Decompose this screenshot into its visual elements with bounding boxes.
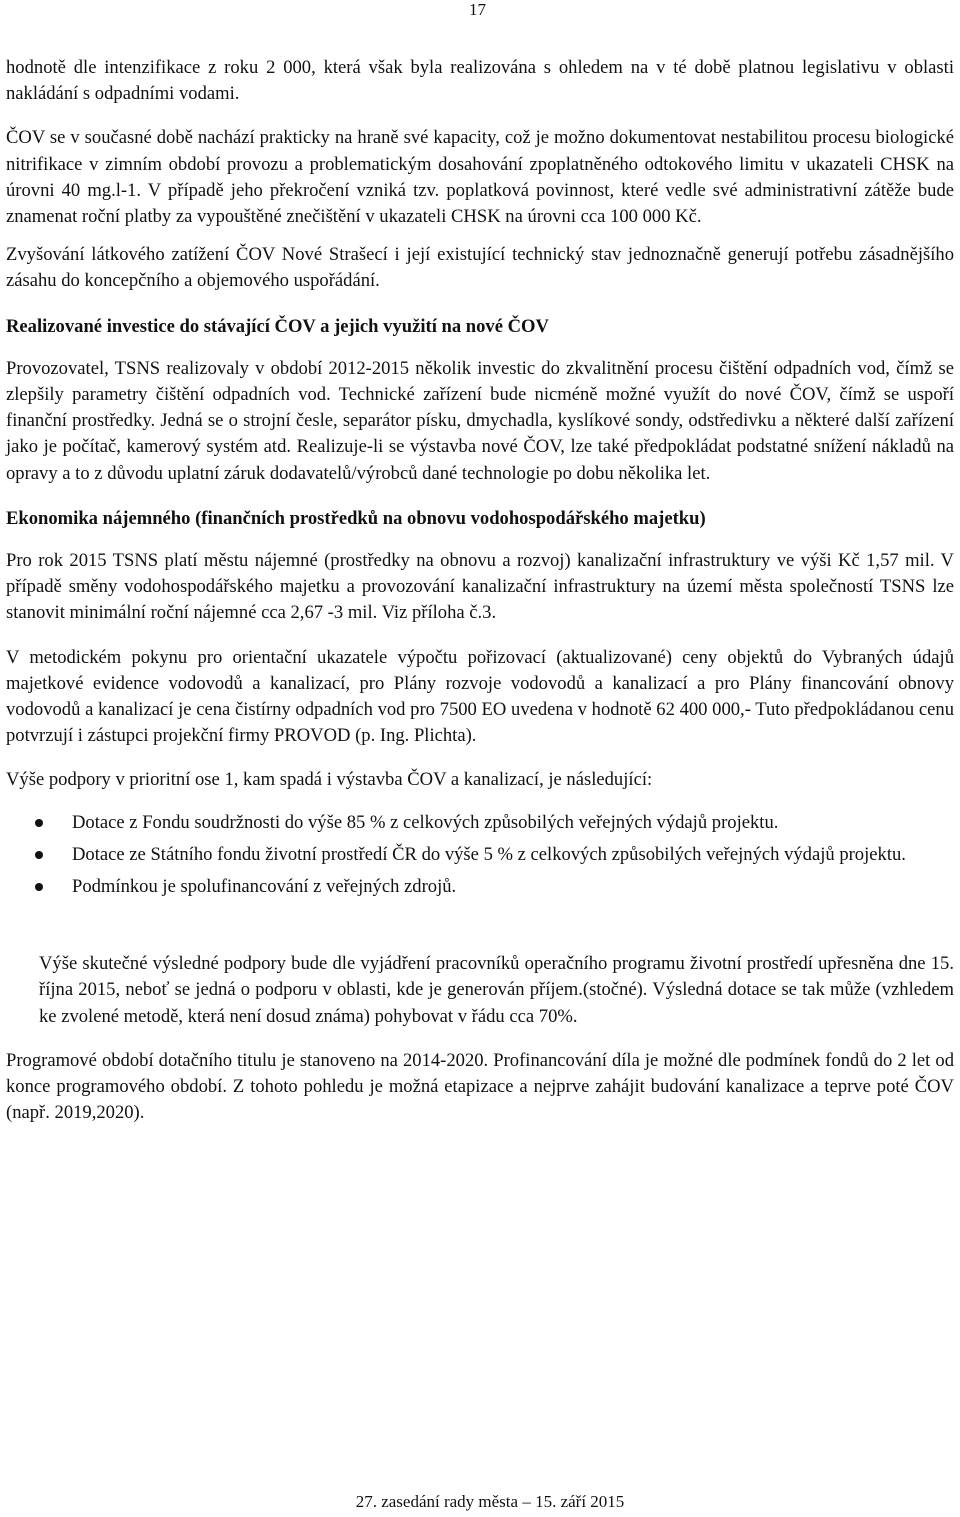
paragraph-cov-capacity: ČOV se v současné době nachází prakticky na hraně své kapacity, což je možno dokumentovat nestabilitou procesu biologické nitrifikace v zimním období provozu a problematickým dosahování zpoplatněného odtokového limitu v ukazateli CHSK na úrovni 40 mg.l-1. V případě jeho překročení vzniká tzv. poplatková povinnost, které vedle své administrativní zátěže bude znamenat roční platby za vypouštěné znečištění v ukazateli CHSK na úrovni cca 100 000 Kč.: [6, 127, 954, 228]
heading-investments: Realizované investice do stávající ČOV a jejich využití na nové ČOV: [6, 315, 549, 337]
paragraph-actual-support: Výše skutečné výsledné podpory bude dle vyjádření pracovníků operačního programu životní prostředí upřesněna dne 15. října 2015, neboť se jedná o podporu v oblasti, kde je generován příjem.(stočné). Výsledná dotace se tak může (vzhledem ke zvolené metodě, která není dosud známa) pohybovat v řádu cca 70%.: [39, 953, 954, 1027]
bullet-icon: [35, 883, 43, 891]
paragraph-support-intro: Výše podpory v prioritní ose 1, kam spadá i výstavba ČOV a kanalizací, je následující:: [6, 769, 653, 791]
paragraph-intro: hodnotě dle intenzifikace z roku 2 000, která však byla realizována s ohledem na v té době platnou legislativu v oblasti nakládání s odpadními vodami.: [6, 57, 954, 105]
paragraph-load-increase: Zvyšování látkového zatížení ČOV Nové Strašecí i její existující technický stav jednoznačně generují potřebu zásadnějšího zásahu do koncepčního a objemového uspořádání.: [6, 244, 954, 292]
page-footer: 27. zasedání rady města – 15. září 2015: [355, 1492, 625, 1511]
page-number: 17: [469, 0, 486, 19]
paragraph-program-period: Programové období dotačního titulu je stanoveno na 2014-2020. Profinancování díla je možné dle podmínek fondů do 2 let od konce programového období. Z tohoto pohledu je možná etapizace a nejprve zahájit budování kanalizace a teprve poté ČOV (např. 2019,2020).: [6, 1049, 954, 1124]
paragraph-investments: Provozovatel, TSNS realizovaly v období 2012-2015 několik investic do zkvalitnění procesu čištění odpadních vod, čímž se zlepšily parametry čištění odpadních vod. Technické zařízení bude nicméně možné využít do nové ČOV, čímž se uspoří finanční prostředky. Jedná se o strojní česle, separátor písku, dmychadla, kyslíkové sondy, odstředivku a některé další zařízení jako je počítač, kamerový systém atd. Realizuje-li se výstavba nové ČOV, lze také předpokládat podstatné snížení nákladů na opravy a to z důvodu uplatní záruk dodavatelů/výrobců dané technologie po dobu několika let.: [6, 357, 954, 484]
paragraph-methodology: V metodickém pokynu pro orientační ukazatele výpočtu pořizovací (aktualizované) ceny objektů do Vybraných údajů majetkové evidence vodovodů a kanalizací, pro Plány rozvoje vodovodů a kanalizací a pro Plány financování obnovy vodovodů a kanalizací je cena čistírny odpadních vod pro 7500 EO uvedena v hodnotě 62 400 000,- Tuto předpokládanou cenu potvrzují i zástupci projekční firmy PROVOD (p. Ing. Plichta).: [6, 646, 954, 747]
list-item: Podmínkou je spolufinancování z veřejných zdrojů.: [6, 874, 954, 900]
bullet-icon: [35, 819, 43, 827]
paragraph-rent: Pro rok 2015 TSNS platí městu nájemné (prostředky na obnovu a rozvoj) kanalizační infrastruktury ve výši Kč 1,57 mil. V případě směny vodohospodářského majetku a provozování kanalizační infrastruktury na území města společností TSNS lze stanovit minimální roční nájemné cca 2,67 -3 mil. Viz příloha č.3.: [6, 550, 954, 624]
list-item: Dotace z Fondu soudržnosti do výše 85 % z celkových způsobilých veřejných výdajů projektu.: [6, 810, 954, 836]
heading-rent-economics: Ekonomika nájemného (finančních prostředků na obnovu vodohospodářského majetku): [6, 507, 706, 529]
bullet-icon: [35, 851, 43, 859]
document-body: [6, 55, 954, 1127]
support-list: [6, 810, 954, 901]
list-item: Dotace ze Státního fondu životní prostředí ČR do výše 5 % z celkových způsobilých veřejných výdajů projektu.: [6, 842, 954, 868]
